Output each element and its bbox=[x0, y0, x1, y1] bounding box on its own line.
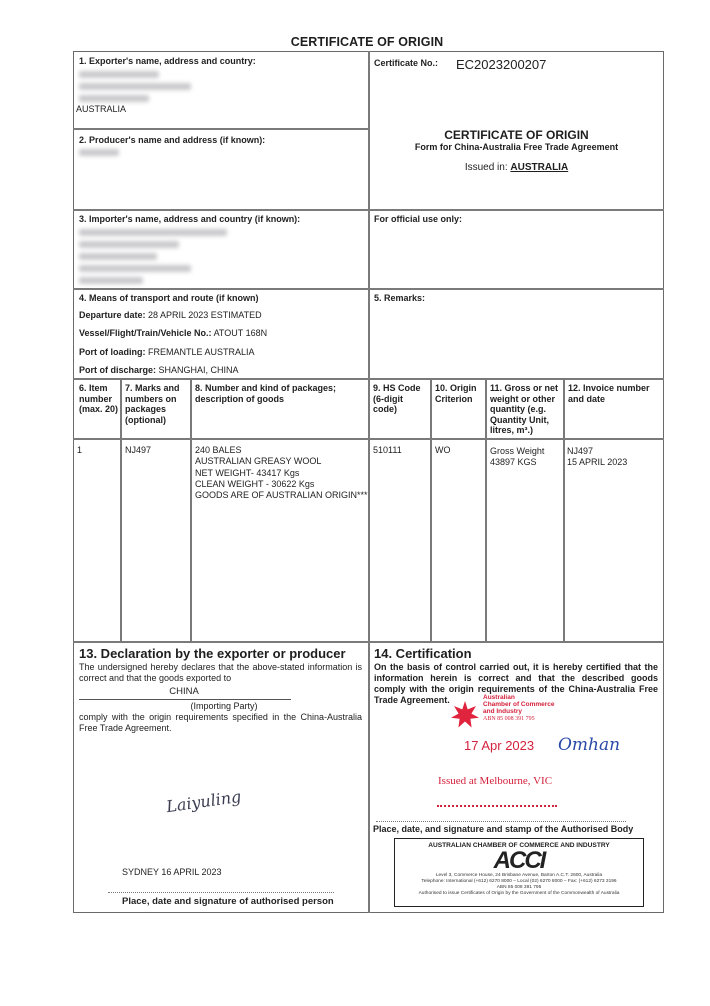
star-icon bbox=[450, 700, 480, 730]
vessel-label: Vessel/Flight/Train/Vehicle No.: bbox=[79, 328, 212, 338]
acci-abn: ABN 85 008 391 795 bbox=[496, 885, 542, 890]
exporter-signature: Laiyuling bbox=[165, 786, 243, 817]
loading-label: Port of loading: bbox=[79, 347, 146, 357]
certification-text: On the basis of control carried out, it is hereby certified that the information herein is correct and that the described goods comply with the origin requirements of the China-Australia Free Trade Agreement. bbox=[374, 662, 658, 705]
exporter-label: 1. Exporter's name, address and country: bbox=[79, 56, 256, 66]
cell-marks: NJ497 bbox=[125, 445, 152, 455]
vessel-row bbox=[79, 328, 267, 339]
stamp-date: 17 Apr 2023 bbox=[464, 738, 535, 753]
divider bbox=[430, 378, 432, 642]
exporter-country: AUSTRALIA bbox=[76, 104, 127, 114]
col-header-weight: 11. Gross or net weight or other quantity (e.g. Quantity Unit, litres, m³.) bbox=[490, 383, 559, 435]
producer-label: 2. Producer's name and address (if known): bbox=[79, 135, 266, 145]
issued-in-label: Issued in: bbox=[464, 162, 508, 173]
description-line: 240 BALES bbox=[195, 445, 242, 455]
invoice-number: NJ497 bbox=[567, 446, 594, 456]
transport-label: 4. Means of transport and route (if known) bbox=[79, 293, 259, 303]
discharge-value: SHANGHAI, CHINA bbox=[158, 365, 239, 375]
divider bbox=[368, 378, 370, 913]
remarks-label: 5. Remarks: bbox=[374, 293, 426, 303]
stamp-abn: ABN 85 008 391 795 bbox=[483, 716, 535, 722]
producer-name-redacted bbox=[79, 149, 119, 156]
certification-heading: 14. Certification bbox=[374, 646, 472, 661]
acci-authorised: Authorised to issue Certificates of Origin by the Government of the Commonwealth of Australia bbox=[418, 891, 620, 896]
weight-line: Gross Weight bbox=[490, 446, 545, 456]
col-header-hs-code: 9. HS Code (6-digit code) bbox=[373, 383, 421, 414]
official-use-label: For official use only: bbox=[374, 214, 463, 224]
departure-row bbox=[79, 310, 262, 321]
divider bbox=[120, 378, 122, 642]
declaration-text: The undersigned hereby declares that the above-stated information is correct and that the goods exported to bbox=[79, 662, 362, 683]
divider bbox=[368, 51, 370, 378]
cell-description bbox=[195, 445, 368, 501]
importer-line-redacted bbox=[79, 277, 143, 284]
importing-line bbox=[79, 699, 291, 700]
divider bbox=[190, 378, 192, 642]
exporter-name-redacted bbox=[79, 71, 159, 78]
acci-info-box bbox=[394, 838, 644, 907]
departure-label: Departure date: bbox=[79, 310, 146, 320]
discharge-label: Port of discharge: bbox=[79, 365, 157, 375]
issued-in bbox=[369, 162, 664, 173]
importer-line-redacted bbox=[79, 229, 227, 236]
certificate-no-label: Certificate No.: bbox=[374, 58, 439, 68]
acci-title: AUSTRALIAN CHAMBER OF COMMERCE AND INDUSTRY bbox=[428, 842, 610, 849]
col-header-description: 8. Number and kind of packages; description of goods bbox=[195, 383, 337, 404]
authority-signature: Omhan bbox=[558, 735, 621, 755]
certification-footer: Place, date, and signature and stamp of the Authorised Body bbox=[373, 824, 634, 834]
cell-weight bbox=[490, 446, 544, 469]
declaration-compliance: comply with the origin requirements specified in the China-Australia Free Trade Agreement. bbox=[79, 712, 362, 733]
importer-line-redacted bbox=[79, 265, 191, 272]
acci-logo: ACCI bbox=[493, 847, 545, 874]
loading-value: FREMANTLE AUSTRALIA bbox=[148, 347, 255, 357]
col-header-invoice: 12. Invoice number and date bbox=[568, 383, 650, 404]
divider bbox=[73, 288, 664, 290]
vessel-value: ATOUT 168N bbox=[213, 328, 268, 338]
description-line: NET WEIGHT- 43417 Kgs bbox=[195, 467, 300, 478]
certificate-heading: CERTIFICATE OF ORIGIN bbox=[444, 128, 589, 142]
cell-criterion: WO bbox=[435, 445, 451, 455]
stamp-dotted-line bbox=[437, 805, 557, 807]
exporter-address-redacted bbox=[79, 83, 191, 90]
invoice-date: 15 APRIL 2023 bbox=[567, 457, 628, 468]
acci-stamp bbox=[450, 694, 570, 734]
issued-in-country: AUSTRALIA bbox=[510, 162, 569, 173]
declaration-place-date: SYDNEY 16 APRIL 2023 bbox=[122, 867, 222, 877]
importing-party-label: (Importing Party) bbox=[190, 701, 258, 711]
divider bbox=[73, 128, 369, 130]
description-line: AUSTRALIAN GREASY WOOL bbox=[195, 456, 322, 467]
issued-at: Issued at Melbourne, VIC bbox=[438, 775, 553, 787]
acci-address: Level 3, Commerce House, 24 Brisbane Avenue, Barton A.C.T. 2600, Australia bbox=[435, 873, 603, 878]
importer-label: 3. Importer's name, address and country (if known): bbox=[79, 214, 301, 224]
departure-value: 28 APRIL 2023 ESTIMATED bbox=[148, 310, 262, 320]
stamp-org-2: Chamber of Commerce bbox=[483, 701, 555, 708]
col-header-item: 6. Item number (max. 20) bbox=[79, 383, 119, 414]
stamp-org-3: and Industry bbox=[483, 708, 523, 715]
stamp-org-1: Australian bbox=[483, 694, 515, 701]
cell-invoice bbox=[567, 446, 627, 469]
importer-line-redacted bbox=[79, 241, 179, 248]
loading-row bbox=[79, 347, 255, 358]
divider bbox=[563, 378, 565, 642]
col-header-criterion: 10. Origin Criterion bbox=[435, 383, 477, 404]
exporter-city-redacted bbox=[79, 95, 149, 102]
declaration-footer: Place, date and signature of authorised person bbox=[122, 896, 334, 907]
document-title: CERTIFICATE OF ORIGIN bbox=[290, 35, 444, 49]
authority-signature-line bbox=[376, 821, 626, 822]
divider bbox=[485, 378, 487, 642]
acci-phone: Telephone: International (+612) 6270 8000 – Local (02) 6270 8000 – Fax: (+612) 6273 3196 bbox=[421, 879, 617, 884]
certificate-number: EC2023200207 bbox=[456, 57, 547, 72]
discharge-row bbox=[79, 365, 239, 376]
certificate-subheading: Form for China-Australia Free Trade Agreement bbox=[414, 142, 619, 152]
divider bbox=[73, 209, 664, 211]
cell-hs-code: 510111 bbox=[373, 445, 402, 455]
declaration-heading: 13. Declaration by the exporter or producer bbox=[79, 646, 346, 661]
weight-line: 43897 KGS bbox=[490, 457, 537, 468]
signature-line bbox=[108, 892, 334, 893]
importer-line-redacted bbox=[79, 253, 157, 260]
description-line: GOODS ARE OF AUSTRALIAN ORIGIN*** bbox=[195, 490, 368, 501]
importing-country: CHINA bbox=[169, 686, 199, 697]
col-header-marks: 7. Marks and numbers on packages (optional) bbox=[125, 383, 180, 425]
description-line: CLEAN WEIGHT - 30622 Kgs bbox=[195, 478, 315, 489]
cell-item: 1 bbox=[77, 445, 83, 455]
